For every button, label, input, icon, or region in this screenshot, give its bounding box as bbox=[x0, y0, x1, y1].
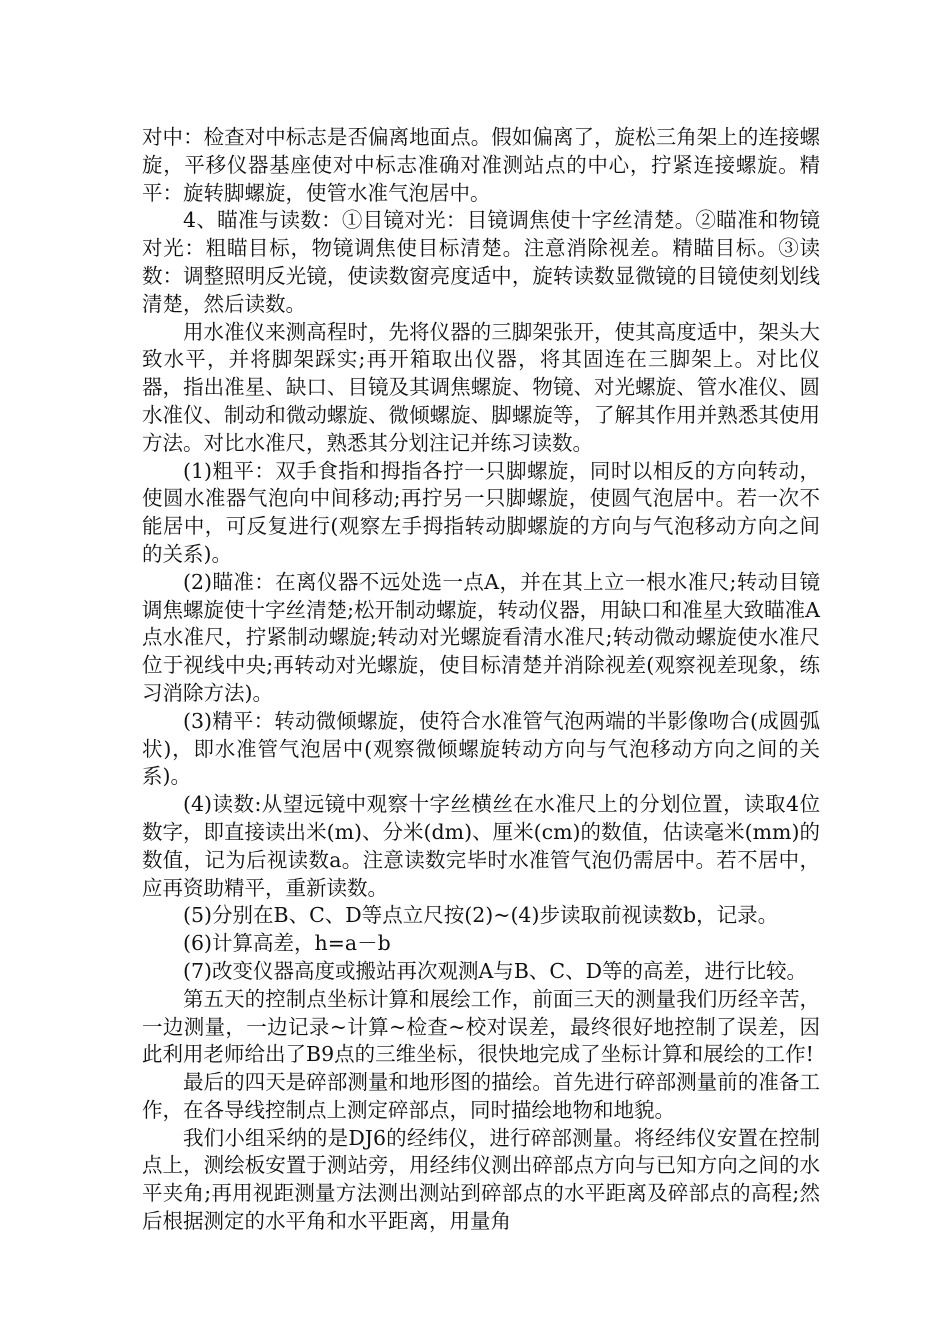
paragraph-repeat-observation: (7)改变仪器高度或搬站再次观测A与B、C、D等的高差，进行比较。 bbox=[183, 958, 808, 983]
paragraph-fine-level: (3)精平：转动微倾螺旋，使符合水准管气泡两端的半影像吻合(成圆弧状)，即水准管气泡居中(观察微倾螺旋转动方向与气泡移动方向之间的关系)。 bbox=[142, 708, 820, 789]
paragraph-day-five: 第五天的控制点坐标计算和展绘工作，前面三天的测量我们历经辛苦，一边测量，一边记录~计算~检查~校对误差，最终很好地控制了误差，因此利用老师给出了B9点的三维坐标，很快地完成了坐标计算和展绘的工作! bbox=[142, 986, 820, 1067]
paragraph-last-four-days: 最后的四天是碎部测量和地形图的描绘。首先进行碎部测量前的准备工作，在各导线控制点上测定碎部点，同时描绘地物和地貌。 bbox=[142, 1070, 820, 1122]
paragraph-foresight: (5)分别在B、C、D等点立尺按(2)~(4)步读取前视读数b，记录。 bbox=[183, 903, 779, 928]
paragraph-detail-survey: 我们小组采纳的是DJ6的经纬仪，进行碎部测量。将经纬仪安置在控制点上，测绘板安置于测站旁，用经纬仪测出碎部点方向与已知方向之间的水平夹角;再用视距测量方法测出测站到碎部点的水平距离及碎部点的高程;然后根据测定的水平角和水平距离，用量角 bbox=[142, 1125, 820, 1234]
paragraph-reading: (4)读数:从望远镜中观察十字丝横丝在水准尺上的分划位置，读取4位数字，即直接读出米(m)、分米(dm)、厘米(cm)的数值，估读毫米(mm)的数值，记为后视读数a。注意读数完毕时水准管气泡仍需居中。若不居中，应再资助精平，重新读数。 bbox=[142, 792, 820, 900]
paragraph-level-setup: 用水准仪来测高程时，先将仪器的三脚架张开，使其高度适中，架头大致水平，并将脚架踩实;再开箱取出仪器，将其固连在三脚架上。对比仪器，指出准星、缺口、目镜及其调焦螺旋、物镜、对光螺旋、管水准仪、圆水准仪、制动和微动螺旋、微倾螺旋、脚螺旋等，了解其作用并熟悉其使用方法。对比水准尺，熟悉其分划注记并练习读数。 bbox=[142, 319, 820, 455]
paragraph-rough-level: (1)粗平：双手食指和拇指各拧一只脚螺旋，同时以相反的方向转动，使圆水准器气泡向中间移动;再拧另一只脚螺旋，使圆气泡居中。若一次不能居中，可反复进行(观察左手拇指转动脚螺旋的方向与气泡移动方向之间的关系)。 bbox=[142, 458, 820, 566]
paragraph-centering: 对中：检查对中标志是否偏离地面点。假如偏离了，旋松三角架上的连接螺旋，平移仪器基座使对中标志准确对准测站点的中心，拧紧连接螺旋。精平：旋转脚螺旋，使管水准气泡居中。 bbox=[142, 125, 820, 205]
paragraph-aiming: (2)瞄准：在离仪器不远处选一点A，并在其上立一根水准尺;转动目镜调焦螺旋使十字丝清楚;松开制动螺旋，转动仪器，用缺口和准星大致瞄准A点水准尺，拧紧制动螺旋;转动对光螺旋看清水准尺;转动微动螺旋使水准尺位于视线中央;再转动对光螺旋，使目标清楚并消除视差(观察视差现象，练习消除方法)。 bbox=[142, 569, 820, 705]
paragraph-height-difference: (6)计算高差，h=a－b bbox=[183, 931, 391, 956]
paragraph-aiming-reading: 4、瞄准与读数：①目镜对光：目镜调焦使十字丝清楚。②瞄准和物镜对光：粗瞄目标，物镜调焦使目标清楚。注意消除视差。精瞄目标。③读数：调整照明反光镜，使读数窗亮度适中，旋转读数显微镜的目镜使刻划线清楚，然后读数。 bbox=[142, 208, 820, 316]
